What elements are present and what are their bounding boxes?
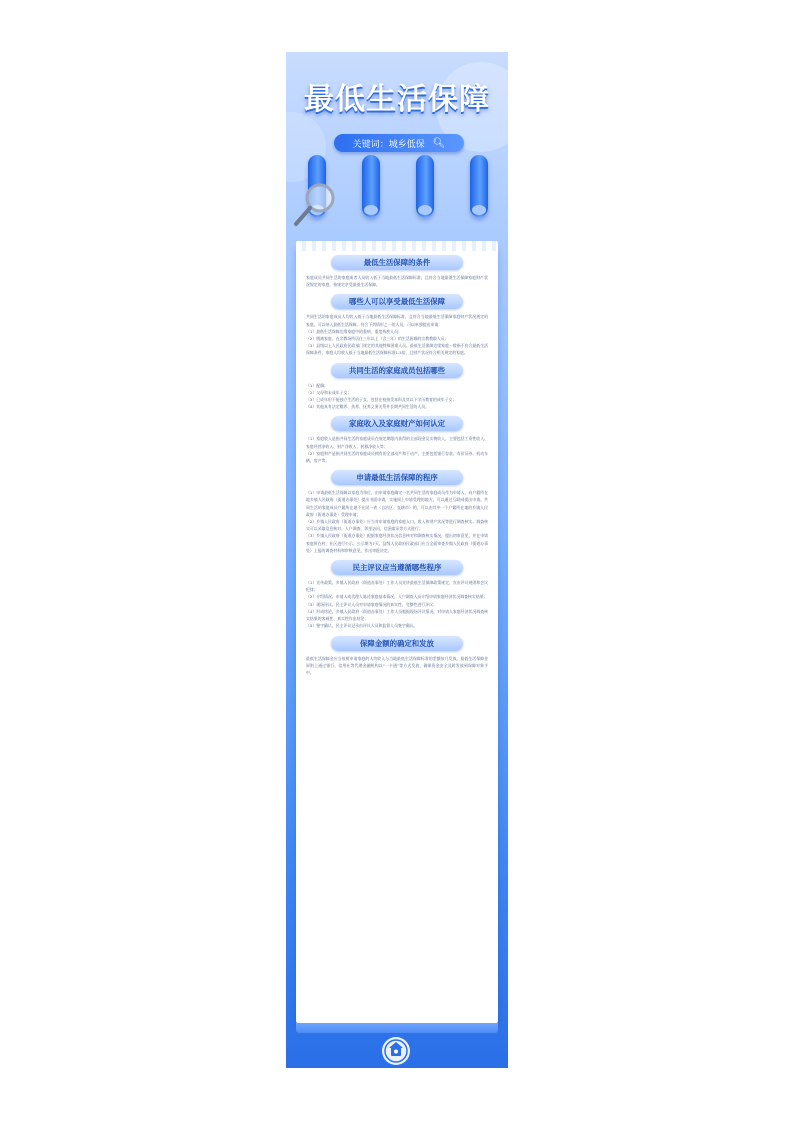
binder-ring	[470, 155, 488, 217]
content-section	[296, 363, 498, 411]
paper-bottom-bar	[296, 1023, 498, 1033]
section-paragraph: 家庭成员共同生活的家庭或者人员收入低于当地最低生活保障标准，且符合当地最低生活保障家庭财产状况规定的家庭，按规定享受最低生活保障。	[306, 275, 488, 288]
section-paragraph: 最低生活保障金应当按照申请家庭的人均收入与当地最低生活保障标准的差额按月发放。最低生活保障金原则上通过银行、信用社等代理金融机构以“一卡通”等方式发放，确保资金安全及时发放到保障对象手中。	[306, 655, 488, 675]
section-paragraph: （2）家庭财产是指共同生活的家庭成员拥有的全部动产和不动产，主要包括银行存款、有价证券、机动车辆、房产等。	[306, 450, 488, 464]
section-title: 共同生活的家庭成员包括哪些	[331, 363, 463, 378]
section-paragraph: （2）介绍情况。申请人或代理人陈述家庭基本情况，入户调查人员介绍申请家庭经济状况调查核实结果；	[306, 594, 488, 600]
section-paragraph: 共同生活的家庭成员人均收入低于当地最低生活保障标准，且符合当地最低生活保障家庭财产状况规定的家庭，可以纳入最低生活保障。符合下列情形之一的人员，可以单独提出申请：	[306, 314, 488, 327]
section-title: 哪些人可以享受最低生活保障	[331, 294, 463, 309]
content-section	[296, 416, 498, 464]
paper-torn-edge	[296, 241, 498, 251]
content-section	[296, 255, 498, 288]
content-section	[296, 560, 498, 629]
content-section	[296, 294, 498, 356]
content-paper	[296, 247, 498, 1023]
section-paragraph: （1）配偶；	[306, 382, 328, 388]
binder-ring	[416, 155, 434, 217]
section-title: 申请最低生活保障的程序	[331, 470, 463, 485]
section-paragraph: （1）申请最低生活保障以家庭为单位，由申请家庭确定一名共同生活的家庭成员作为申请人，向户籍所在地乡镇人民政府（街道办事处）提出书面申请，实施网上申请受理的地方，可以通过互联网提出申请。共同生活的家庭成员户籍所在地不在同一省（自治区、直辖市）的，可以由其中一个户籍所在地的乡镇人民政府（街道办事处）受理申请；	[306, 490, 488, 517]
content-section	[296, 636, 498, 677]
section-paragraph: （5）签字确认。民主评议记录由评议人员和监督人员签字确认。	[306, 623, 418, 629]
section-paragraph: （3）已成年但不能独立生活的子女，包括在校接受本科及其以下学历教育的成年子女；	[306, 397, 457, 403]
section-paragraph: （2）父母和未成年子女；	[306, 389, 352, 395]
section-paragraph: （1）家庭收入是指共同生活的家庭成员在规定期限内获得的全部现金及实物收入，主要包括工资性收入、家庭经营净收入、财产净收入、转移净收入等；	[306, 436, 488, 449]
section-title: 保障金额的确定和发放	[331, 636, 463, 651]
sections-list	[296, 255, 498, 682]
section-paragraph: （3）现场评议。民主评议人员对申请家庭情况的真实性、完整性进行评议；	[306, 601, 437, 607]
section-paragraph: （4）其他具有法定赡养、扶养、抚养义务关系并长期共同生活的人员。	[306, 404, 430, 410]
section-title: 最低生活保障的条件	[331, 255, 463, 270]
section-paragraph: （2）脱离家庭、在宗教场所居住三年以上（含三年）的生活困难的宗教教职人员；	[306, 336, 449, 342]
section-paragraph: （3）乡镇人民政府（街道办事处）根据家庭经济状况信息核对和调查核实情况，提出初审意见，并在申请家庭所在村、社区进行公示。公示期为7天。县级人民政府民政部门应当全面审查乡镇人民政府（街道办事处）上报的调查材料和审核意见，作出审批决定。	[306, 533, 488, 553]
content-section	[296, 470, 498, 554]
binder-ring	[362, 155, 380, 217]
magnifier-icon	[292, 180, 340, 228]
section-paragraph: （4）形成结论。乡镇人民政府（街道办事处）工作人员根据现场评议情况，对申请人家庭经济状况调查核实结果的客观性、真实性作出结论；	[306, 608, 488, 622]
section-title: 家庭收入及家庭财产如何认定	[331, 416, 463, 431]
poster	[286, 52, 508, 1068]
search-icon[interactable]: 🔍︎	[432, 137, 446, 149]
keyword-label: 关键词：城乡低保	[352, 139, 425, 150]
section-paragraph: （2）乡镇人民政府（街道办事处）应当对申请家庭的家庭人口、收入和财产状况等进行调查核实。调查核实可以采取信息核对、入户调查、邻里访问、信函索证等方式进行；	[306, 519, 488, 532]
section-paragraph: （1）宣传政策。乡镇人民政府（街道办事处）工作人员宣讲最低生活保障政策规定，宣布评议规则和会议纪律；	[306, 580, 488, 593]
page-title: 最低生活保障	[304, 82, 490, 117]
section-paragraph: （3）县级以上人民政府民政部门规定的其他特殊困难人员。最低生活保障边缘家庭一般指不符合最低生活保障条件，家庭人均收入低于当地最低生活保障标准1.5倍，且财产状况符合相关规定的家庭。	[306, 343, 488, 356]
emblem-seal-icon	[381, 1036, 411, 1066]
keyword-search-bar[interactable]	[334, 134, 464, 152]
section-paragraph: （1）最低生活保障边缘家庭中的重病、重度残疾人员；	[306, 328, 402, 334]
section-title: 民主评议应当遵循哪些程序	[331, 560, 463, 575]
